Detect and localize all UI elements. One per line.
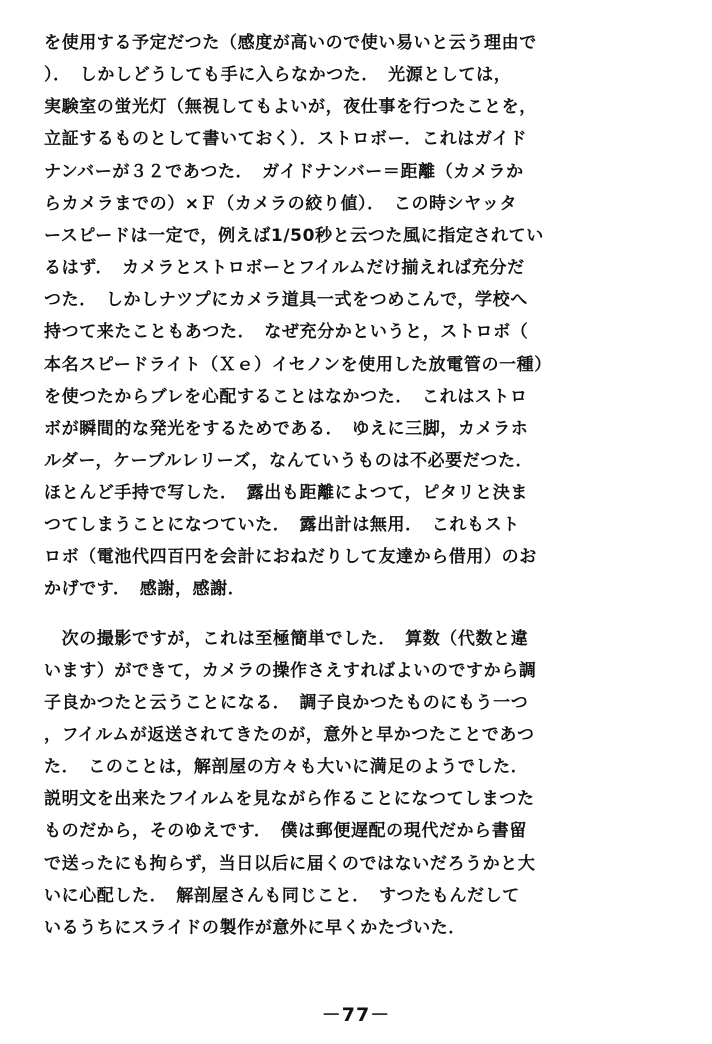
text-line: ものだから，そのゆえです． 僕は郵便遅配の現代だから書留 <box>44 821 527 841</box>
text-line: 持つて来たこともあつた． なぜ充分かというと，ストロボ（ <box>44 322 529 342</box>
text-line: いるうちにスライドの製作が意外に早くかたづいた． <box>44 918 466 938</box>
text-line: つてしまうことになつていた． 露出計は無用． これもスト <box>44 515 520 535</box>
page-number: －77－ <box>321 1004 391 1026</box>
text-line: た． このことは，解剖屋の方々も大いに満足のようでした． <box>44 757 529 777</box>
text-line: かげです． 感謝，感謝． <box>44 579 246 599</box>
text-line: 次の撮影ですが，これは至極簡単でした． 算数（代数と違 <box>44 629 529 649</box>
text-line: ほとんど手持で写した． 露出も距離によつて，ピタリと決ま <box>44 483 528 503</box>
text-line: を使つたからブレを心配することはなかつた． これはストロ <box>44 387 528 407</box>
text-line: 説明文を出来たフイルムを見ながら作ることになつてしまつた <box>44 789 535 809</box>
text-line: を使用する予定だつた（感度が高いので使い易いと云う理由で <box>44 33 537 53</box>
text-line: らカメラまでの）×Ｆ（カメラの絞り値）． この時シヤッタ <box>44 194 518 214</box>
text-line: で送ったにも拘らず，当日以后に届くのではないだろうかと大 <box>44 854 536 874</box>
text-line: 本名スピードライト（Ｘｅ）イセノンを使用した放電管の一種） <box>44 355 552 375</box>
text-line: ）． しかしどうしても手に入らなかつた． 光源としては， <box>44 65 512 85</box>
text-line: つた． しかしナツプにカメラ道具一式をつめこんで，学校へ <box>44 290 528 310</box>
text-line: ボが瞬間的な発光をするためである． ゆえに三脚，カメラホ <box>44 419 529 439</box>
text-line: ルダー，ケーブルレリーズ，なんていうものは不必要だつた． <box>44 451 534 471</box>
text-line: ナンバーが３２であつた． ガイドナンバー＝距離（カメラか <box>44 162 524 182</box>
text-line: 子良かつたと云うことになる． 調子良かつたものにもう一つ <box>44 693 529 713</box>
text-line: 実験室の蛍光灯（無視してもよいが，夜仕事を行つたことを， <box>44 97 537 117</box>
text-line: いに心配した． 解剖屋さんも同じこと． すつたもんだして <box>44 886 520 906</box>
text-line: るはず． カメラとストロボーとフイルムだけ揃えれば充分だ <box>44 258 525 278</box>
text-line: 立証するものとして書いておく）．ストロボー．これはガイド <box>44 129 528 149</box>
text-line: ，フイルムが返送されてきたのが，意外と早かつたことであつ <box>44 725 535 745</box>
text-line: ースピードは一定で，例えば1/50秒と云つた風に指定されてい <box>44 226 544 246</box>
text-line: ロボ（電池代四百円を会計におねだりして友達から借用）のお <box>44 547 537 567</box>
text-line: います）ができて，カメラの操作さえすればよいのですから調 <box>44 661 537 681</box>
